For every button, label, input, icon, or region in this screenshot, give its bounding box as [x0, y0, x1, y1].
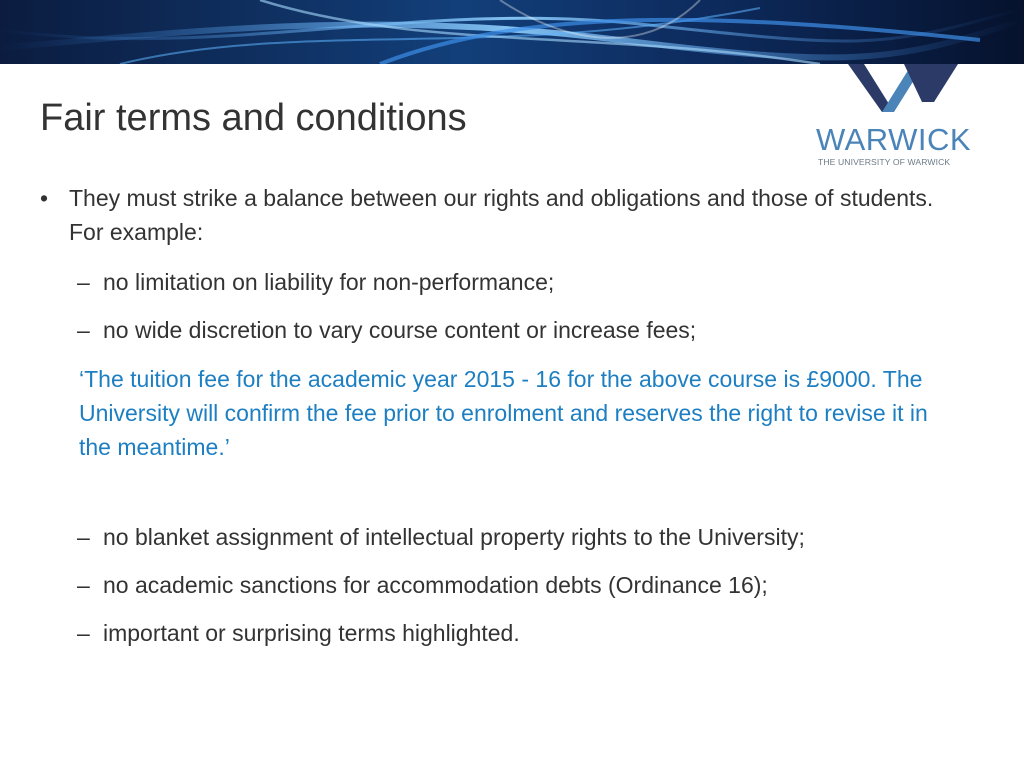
- sub-item-text: no wide discretion to vary course content or increase fees;: [103, 317, 697, 343]
- logo-subtitle: THE UNIVERSITY OF WARWICK: [818, 157, 951, 167]
- dash-marker: –: [77, 524, 90, 550]
- sub-item: [77, 313, 696, 347]
- logo-wordmark: WARWICK: [816, 122, 972, 157]
- sub-item: [77, 568, 768, 602]
- dash-marker: –: [77, 620, 90, 646]
- dash-marker: –: [77, 572, 90, 598]
- sub-item-text: no blanket assignment of intellectual property rights to the University;: [103, 524, 805, 550]
- slide-title: Fair terms and conditions: [40, 97, 467, 139]
- sub-item: [77, 520, 805, 554]
- sub-item-text: no limitation on liability for non-performance;: [103, 269, 555, 295]
- dash-marker: –: [77, 269, 90, 295]
- dash-marker: –: [77, 317, 90, 343]
- quoted-clause: ‘The tuition fee for the academic year 2015 - 16 for the above course is £9000. The University will confirm the fee prior to enrolment and reserves the right to revise it in the meantime.’: [79, 366, 928, 460]
- sub-item: [77, 616, 520, 650]
- sub-item: [77, 265, 554, 299]
- sub-item-text: important or surprising terms highlighted.: [103, 620, 520, 646]
- header-banner-image: [0, 0, 1024, 64]
- sub-item-text: no academic sanctions for accommodation debts (Ordinance 16);: [103, 572, 768, 598]
- university-logo: [812, 64, 976, 172]
- bullet-marker: •: [40, 185, 49, 211]
- bullet-text: They must strike a balance between our rights and obligations and those of students. For example:: [69, 185, 934, 245]
- warwick-w-mark-icon: [812, 64, 976, 124]
